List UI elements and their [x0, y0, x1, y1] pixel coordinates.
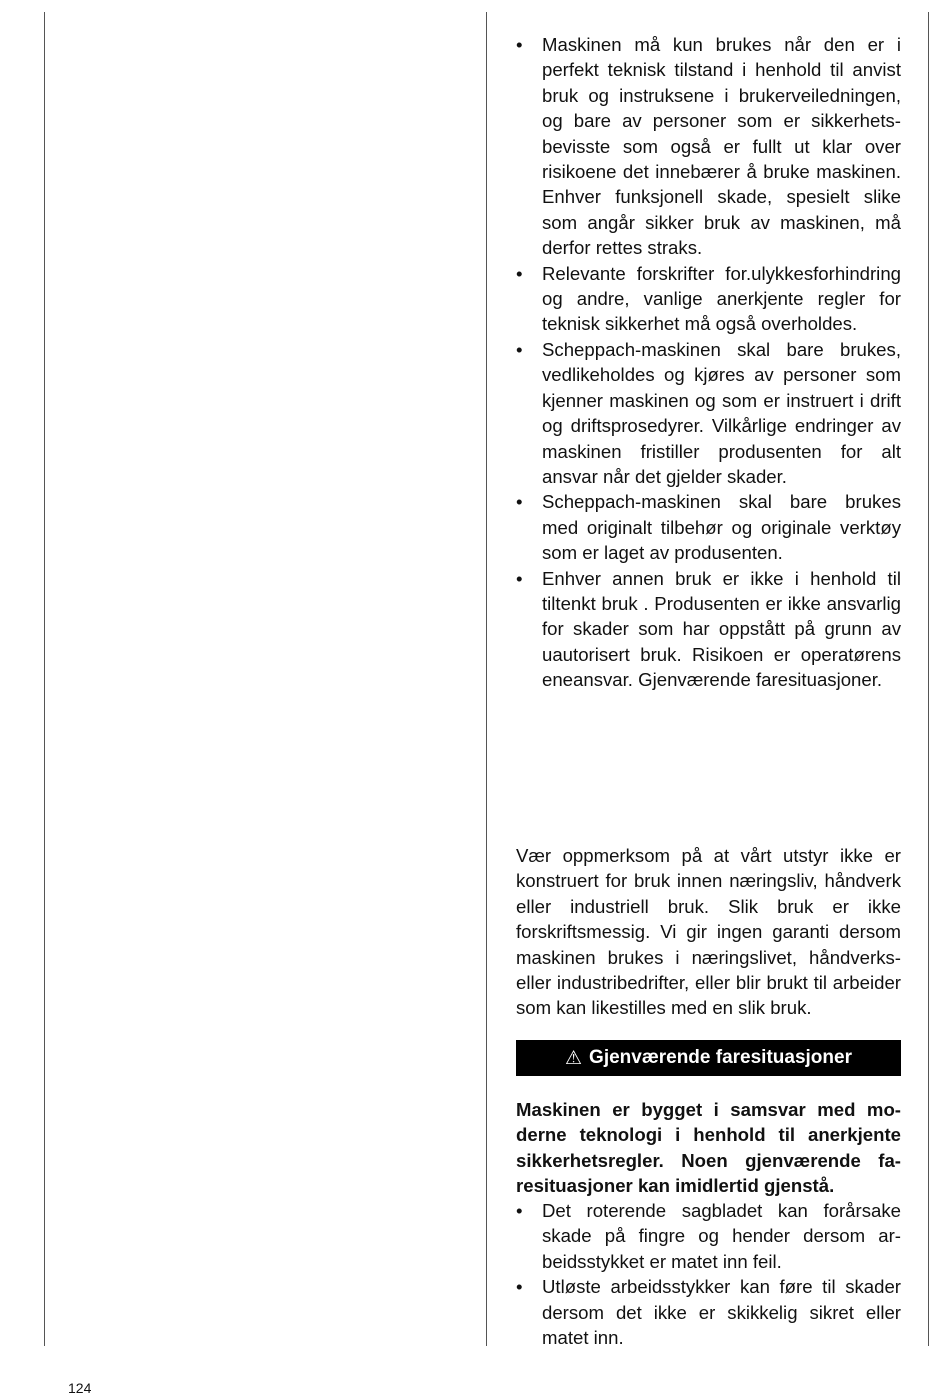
list-item: • Det roterende sagbladet kan forårsake skade på fingre og hender dersom arbeidsstykket er matet inn feil. [516, 1198, 901, 1274]
residual-risk-list [516, 1198, 901, 1350]
commercial-use-notice: Vær oppmerksom på at vårt utstyr ikke er konstruert for bruk innen næringsliv, håndverk eller industriell bruk. Slik bruk er ikke forskriftsmessig. Vi gir ingen garanti dersom maskinen brukes i næringslivet, håndverkseller industribedrifter, eller blir brukt til arbeider som kan likestilles med en slik bruk. [516, 845, 901, 1019]
warning-triangle-icon: ⚠ [565, 1047, 583, 1069]
list-item: • Enhver annen bruk er ikke i henhold til tiltenkt bruk . Produsenten er ikke ansvarlig for skader som har oppstått på grunn av uautorisert bruk. Risikoen er operatørens eneansvar. Gjenværende faresituasjoner. [516, 566, 901, 693]
usage-rules-list [516, 32, 901, 693]
list-item: • Relevante forskrifter for.ulykkesforhindring og andre, vanlige anerkjente regler for teknisk sikkerhet må også overholdes. [516, 261, 901, 337]
column-divider [486, 12, 487, 1346]
right-margin-rule [928, 12, 929, 1346]
residual-risk-heading [516, 1040, 901, 1076]
list-item: • Utløste arbeidsstykker kan føre til skader dersom det ikke er skikkelig sikret eller matet inn. [516, 1274, 901, 1350]
list-item: • Maskinen må kun brukes når den er i perfekt teknisk tilstand i henhold til anvist bruk og instruksene i brukerveiledningen, og bare av personer som er sikkerhetsbevisste som også er fullt ut klar over risikoene det innebærer å bruke maskinen. Enhver funksjonell skade, spesielt slike som angår sikker bruk av maskinen, må derfor rettes straks. [516, 32, 901, 261]
list-item: • Scheppach-maskinen skal bare brukes, vedlikeholdes og kjøres av personer som kjenner maskinen og som er instruert i drift og driftsprosedyrer. Vilkårlige endringer av maskinen fristiller produsenten for alt ansvar når det gjelder skader. [516, 337, 901, 489]
residual-risk-intro: Maskinen er bygget i samsvar med moderne teknologi i henhold til anerkjente sikkerhetsregler. Noen gjenværende faresituasjoner kan imidlertid gjenstå. [516, 1099, 901, 1197]
residual-risk-title: Gjenværende faresituasjoner [589, 1047, 852, 1068]
page-number: 124 [68, 1380, 92, 1396]
left-margin-rule [44, 12, 45, 1346]
list-item: • Scheppach-maskinen skal bare brukes med originalt tilbehør og originale verktøy som er laget av produsenten. [516, 489, 901, 565]
